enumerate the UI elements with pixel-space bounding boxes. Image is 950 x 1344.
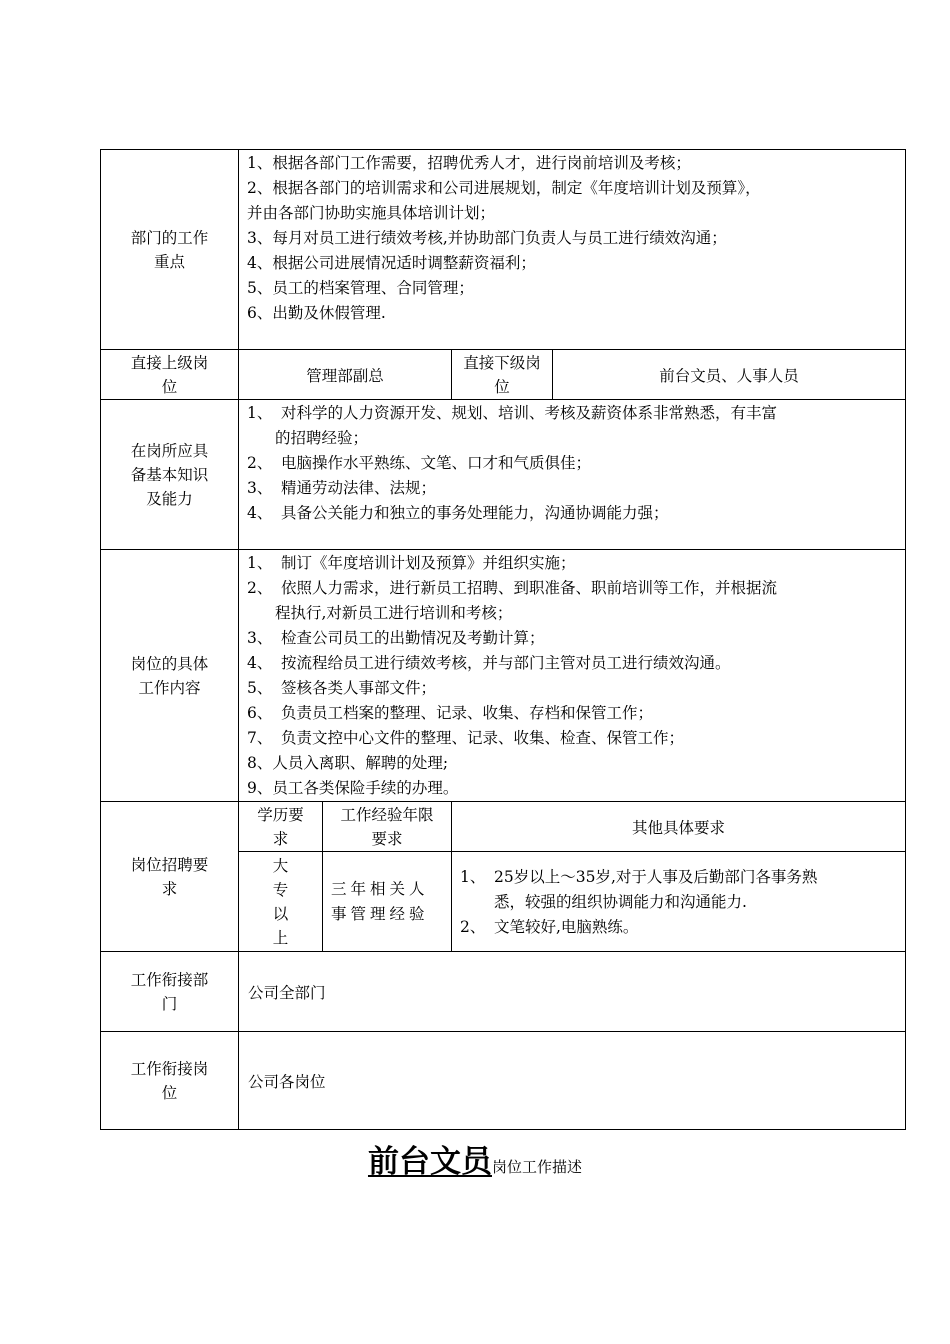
row-job-content bbox=[101, 550, 906, 802]
row-connect-department bbox=[101, 952, 906, 1032]
focus-line-3: 并由各部门协助实施具体培训计划； bbox=[247, 204, 496, 222]
job-item: 5、 签核各类人事部文件； bbox=[247, 679, 437, 697]
focus-line-1: 1、根据各部门工作需要，招聘优秀人才，进行岗前培训及考核； bbox=[247, 154, 691, 172]
focus-line-4: 3、每月对员工进行绩效考核,并协助部门负责人与员工进行绩效沟通； bbox=[247, 229, 727, 247]
subordinate-value: 前台文员、人事人员 bbox=[553, 350, 906, 400]
job-item: 1、 制订《年度培训计划及预算》并组织实施； bbox=[247, 554, 576, 572]
job-item: 4、 按流程给员工进行绩效考核，并与部门主管对员工进行绩效沟通。 bbox=[247, 654, 731, 672]
job-description-table bbox=[100, 149, 906, 1130]
superior-label: 直接上级岗位 bbox=[101, 350, 239, 400]
connect-position-label: 工作衔接岗位 bbox=[101, 1032, 239, 1130]
exp-value: 三年相关人事管理经验 bbox=[323, 852, 452, 952]
focus-line-2: 2、根据各部门的培训需求和公司进展规划，制定《年度培训计划及预算》， bbox=[247, 179, 761, 197]
edu-value: 大专以上 bbox=[239, 852, 323, 952]
knowledge-item: 3、 精通劳动法律、法规； bbox=[247, 479, 437, 497]
row-connect-position bbox=[101, 1032, 906, 1130]
next-section-title bbox=[0, 1136, 950, 1181]
other-item: 2、 文笔较好,电脑熟练。 bbox=[460, 917, 639, 936]
job-content-content bbox=[239, 550, 906, 802]
other-header: 其他具体要求 bbox=[452, 802, 906, 852]
job-item: 8、人员入离职、解聘的处理; bbox=[247, 754, 449, 772]
focus-line-6: 5、员工的档案管理、合同管理； bbox=[247, 279, 474, 297]
edu-header: 学历要求 bbox=[239, 802, 323, 852]
row-department-focus bbox=[101, 150, 906, 350]
next-section-title-sub: 岗位工作描述 bbox=[491, 1158, 582, 1176]
knowledge-item: 1、 对科学的人力资源开发、规划、培训、考核及薪资体系非常熟悉，有丰富 bbox=[247, 404, 778, 422]
job-item: 7、 负责文控中心文件的整理、记录、收集、检查、保管工作； bbox=[247, 729, 685, 747]
superior-value: 管理部副总 bbox=[239, 350, 452, 400]
department-focus-content bbox=[239, 150, 906, 350]
connect-department-value: 公司全部门 bbox=[239, 952, 906, 1032]
row-recruit-header bbox=[101, 802, 906, 852]
subordinate-label: 直接下级岗位 bbox=[452, 350, 553, 400]
other-requirements bbox=[452, 852, 906, 952]
required-knowledge-content bbox=[239, 400, 906, 550]
row-superior-subordinate bbox=[101, 350, 906, 400]
other-item: 1、 25岁以上～35岁,对于人事及后勤部门各事务熟 bbox=[460, 867, 818, 886]
exp-header: 工作经验年限要求 bbox=[323, 802, 452, 852]
job-item: 3、 检查公司员工的出勤情况及考勤计算； bbox=[247, 629, 545, 647]
job-item: 9、员工各类保险手续的办理。 bbox=[247, 779, 459, 797]
knowledge-item-cont: 的招聘经验； bbox=[275, 429, 369, 447]
job-item: 6、 负责员工档案的整理、记录、收集、存档和保管工作； bbox=[247, 704, 654, 722]
required-knowledge-label: 在岗所应具备基本知识及能力 bbox=[101, 400, 239, 550]
connect-position-value: 公司各岗位 bbox=[239, 1032, 906, 1130]
other-item-cont: 悉，较强的组织协调能力和沟通能力. bbox=[494, 892, 747, 911]
knowledge-item: 2、 电脑操作水平熟练、文笔、口才和气质俱佳； bbox=[247, 454, 592, 472]
next-section-title-main: 前台文员 bbox=[367, 1144, 492, 1180]
connect-department-label: 工作衔接部门 bbox=[101, 952, 239, 1032]
job-item: 2、 依照人力需求，进行新员工招聘、到职准备、职前培训等工作，并根据流 bbox=[247, 579, 778, 597]
knowledge-item: 4、 具备公关能力和独立的事务处理能力，沟通协调能力强； bbox=[247, 504, 669, 522]
focus-line-5: 4、根据公司进展情况适时调整薪资福利； bbox=[247, 254, 536, 272]
focus-line-7: 6、出勤及休假管理. bbox=[247, 304, 386, 322]
recruit-label: 岗位招聘要求 bbox=[101, 802, 239, 952]
department-focus-label: 部门的工作重点 bbox=[101, 150, 239, 350]
job-item-cont: 程执行,对新员工进行培训和考核； bbox=[275, 604, 513, 622]
job-content-label: 岗位的具体工作内容 bbox=[101, 550, 239, 802]
row-required-knowledge bbox=[101, 400, 906, 550]
